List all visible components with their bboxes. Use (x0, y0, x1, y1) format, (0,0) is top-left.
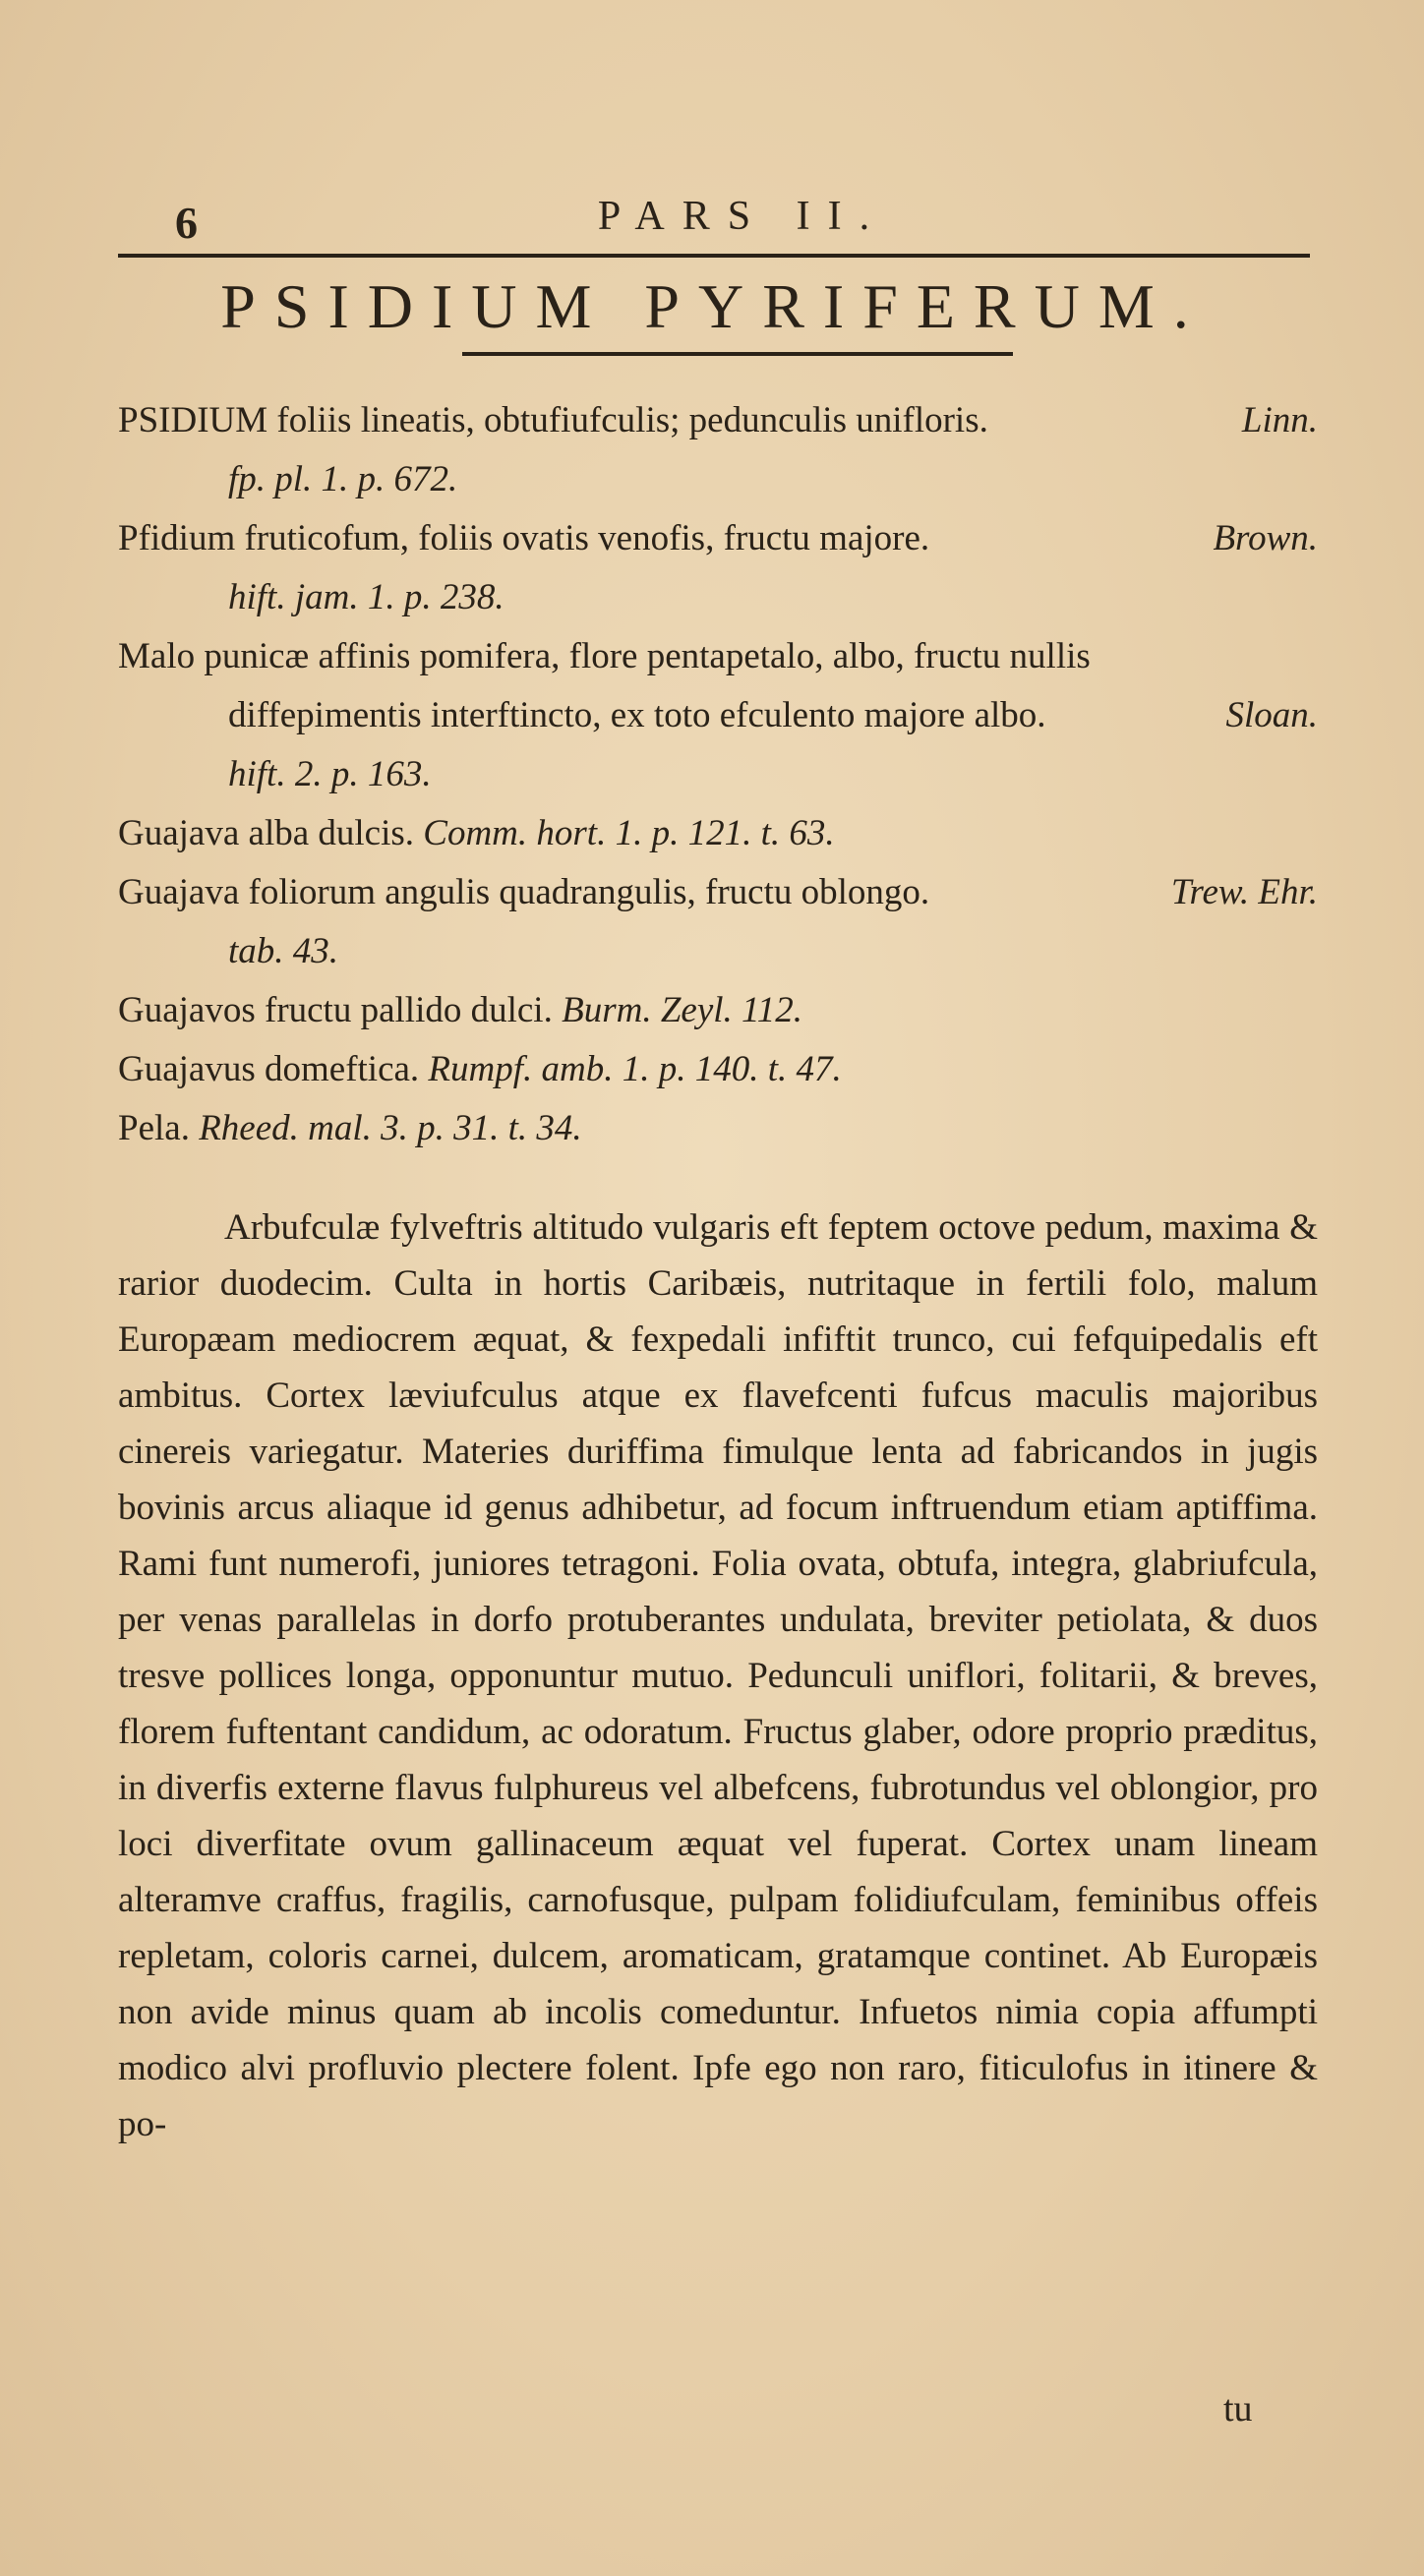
synonym-entry (118, 509, 1318, 627)
synonym-text: diffepimentis interftincto, ex toto efculento majore albo. (228, 695, 1046, 735)
citation-reference: tab. 43. (228, 931, 339, 971)
synonym-entry (118, 863, 1318, 981)
running-head: PARS II. (597, 194, 888, 239)
citation-reference: Linn. (1241, 400, 1318, 440)
synonym-continuation (118, 745, 1318, 804)
synonym-line (118, 391, 1318, 450)
synonym-entry (118, 1040, 1318, 1099)
synonym-continuation (118, 450, 1318, 509)
header-rule (118, 254, 1310, 258)
synonym-text: PSIDIUM foliis lineatis, obtufiufculis; pedunculis unifloris. (118, 400, 988, 440)
citation-reference: Sloan. (1225, 695, 1318, 735)
citation-reference: Burm. Zeyl. 112. (562, 990, 803, 1030)
citation-reference: fp. pl. 1. p. 672. (228, 459, 458, 499)
synonym-line (118, 627, 1318, 686)
description-text (118, 1200, 1318, 2152)
page-header (148, 193, 1308, 262)
citation-reference: Brown. (1213, 518, 1318, 558)
synonym-text: Guajavus domeftica. (118, 1049, 420, 1089)
synonym-text: Guajavos fructu pallido dulci. (118, 990, 553, 1030)
synonym-line (118, 1099, 1318, 1158)
synonym-line (118, 863, 1318, 922)
synonym-entry (118, 804, 1318, 863)
species-title: PSIDIUM PYRIFERUM. (220, 271, 1208, 341)
synonym-text: Pfidium fruticofum, foliis ovatis venofis, fructu majore. (118, 518, 930, 558)
synonym-entry (118, 981, 1318, 1040)
synonym-entry (118, 391, 1318, 509)
citation-reference: Trew. Ehr. (1170, 872, 1318, 912)
citation-reference: hift. jam. 1. p. 238. (228, 577, 504, 617)
synonym-entry (118, 1099, 1318, 1158)
synonym-entry (118, 627, 1318, 804)
page-number: 6 (175, 198, 198, 248)
synonym-text: Guajava foliorum angulis quadrangulis, fructu oblongo. (118, 872, 930, 912)
citation-reference: Rumpf. amb. 1. p. 140. t. 47. (428, 1049, 842, 1089)
synonym-text: Pela. (118, 1108, 190, 1148)
synonym-text: Guajava alba dulcis. (118, 813, 415, 853)
synonym-continuation (118, 568, 1318, 627)
title-underline (462, 352, 1013, 356)
synonym-line (118, 981, 1318, 1040)
citation-reference: hift. 2. p. 163. (228, 754, 432, 794)
description-paragraph: Arbufculæ fylveftris altitudo vulgaris eft feptem octove pedum, maxima & rarior duodecim. Culta in hortis Caribæis, nutritaque in fertili folo, malum Europæam mediocrem æquat, & fexpedali infiftit trunco, cui fefquipedalis eft ambitus. Cortex læviufculus atque ex flavefcenti fufcus maculis majoribus cinereis variegatur. Materies duriffima fimulque lenta ad fabricandos in jugis bovinis arcus aliaque id genus adhibetur, ad focum inftruendum etiam aptiffima. Rami funt numerofi, juniores tetragoni. Folia ovata, obtufa, integra, glabriufcula, per venas parallelas in dorfo protuberantes undulata, breviter petiolata, & duos tresve pollices longa, opponuntur mutuo. Pedunculi uniflori, folitarii, & breves, florem fuftentant candidum, ac odoratum. Fructus glaber, odore proprio præditus, in diverfis externe flavus fulphureus vel albefcens, fubrotundus vel oblongior, pro loci diverfitate ovum gallinaceum æquat vel fuperat. Cortex unam lineam alteramve craffus, fragilis, carnofusque, pulpam folidiufculam, feminibus offeis repletam, coloris carnei, dulcem, aromaticam, gratamque continet. Ab Europæis non avide minus quam ab incolis comeduntur. Infuetos nimia copia affumpti modico alvi profluvio plectere folent. Ipfe ego non raro, fiticulofus in itinere & po- (118, 1207, 1318, 2144)
synonymy-list (118, 391, 1318, 1158)
synonym-continuation (118, 922, 1318, 981)
synonym-text: Malo punicæ affinis pomifera, flore pentapetalo, albo, fructu nullis (118, 636, 1091, 676)
catchword: tu (1223, 2388, 1253, 2430)
synonym-line (118, 804, 1318, 863)
synonym-continuation (118, 686, 1318, 745)
synonym-line (118, 1040, 1318, 1099)
citation-reference: Rheed. mal. 3. p. 31. t. 34. (199, 1108, 582, 1148)
citation-reference: Comm. hort. 1. p. 121. t. 63. (423, 813, 835, 853)
synonym-line (118, 509, 1318, 568)
